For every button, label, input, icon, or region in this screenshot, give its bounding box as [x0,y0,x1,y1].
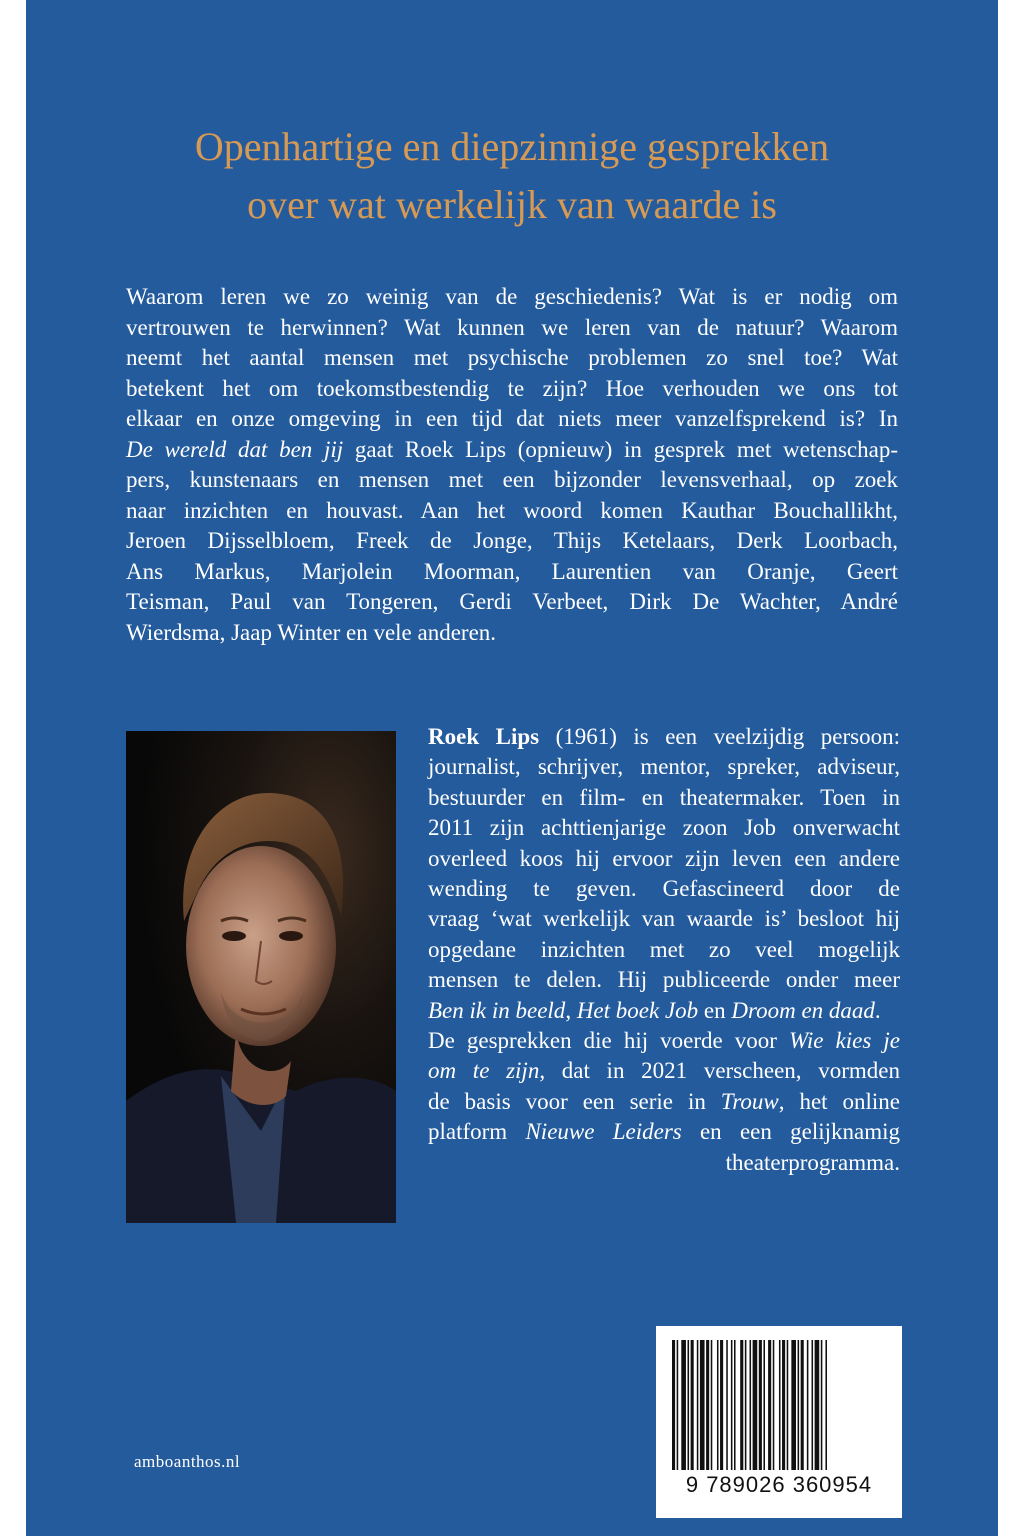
bio-line [428,1117,900,1147]
blurb-line: pers, kunstenaars en mensen met een bijzonder levensverhaal, op zoek [126,467,898,492]
barcode-bar [697,1340,699,1470]
barcode-bar [720,1340,723,1470]
blurb-line-text: gaat Roek Lips (opnieuw) in gesprek met wetenschap- [343,436,898,462]
bio-line: mensen te delen. Hij publiceerde onder meer [428,967,900,993]
bio-line: theaterprogramma. [725,1149,900,1175]
bio-line: vraag ‘wat werkelijk van waarde is’ besloot hij [428,906,900,932]
barcode-bar [773,1340,775,1470]
blurb-line: Ans Markus, Marjolein Moorman, Laurentien van Oranje, Geert [126,558,898,584]
bio-line: bestuurder en film- en theatermaker. Toen in [428,784,900,810]
isbn-barcode [656,1326,902,1518]
bio-line: wending te geven. Gefascineerd door de [428,876,900,902]
barcode-bar [812,1340,814,1470]
barcode-bar [745,1340,747,1470]
barcode-bar [688,1340,690,1470]
barcode-bar [711,1340,713,1470]
barcode-bar [734,1340,736,1470]
blurb-line: neemt het aantal mensen met psychische problemen zo snel toe? Wat [126,345,898,370]
blurb-line [126,435,898,466]
barcode-bar [691,1340,694,1470]
barcode-bar [782,1340,785,1470]
barcode-bar [815,1340,820,1470]
tagline-line-2: over wat werkelijk van waarde is [247,182,777,227]
blurb-line: Teisman, Paul van Tongeren, Gerdi Verbeet, Dirk De Wachter, André [126,589,898,614]
bio-line [428,1087,900,1117]
barcode-bar [825,1340,827,1470]
blurb [126,282,898,648]
bio-line: overleed koos hij ervoor zijn leven een andere [428,845,900,871]
barcode-bar [791,1340,796,1470]
blurb-line: betekent het om toekomstbestendig te zijn? Hoe verhouden we ons tot [126,375,898,401]
bio-line [428,1056,900,1086]
newspaper-title: Trouw [720,1088,779,1114]
bio-line [428,1026,900,1056]
barcode-bar [672,1340,675,1470]
barcode-bars [656,1326,902,1476]
bio-line-text: en een gelijknamig [681,1119,900,1145]
barcode-bar [801,1340,804,1470]
tagline [26,118,998,234]
bio-line-text: de basis voor een serie in [428,1088,721,1114]
author-name: Roek Lips [428,724,540,749]
barcode-bar [759,1340,762,1470]
bio-line [428,722,900,752]
barcode-bar [753,1340,758,1470]
bio-line-text: De gesprekken die hij voerde voor [428,1028,790,1054]
author-portrait [126,731,396,1223]
barcode-bar [807,1340,809,1470]
platform-title: Nieuwe Leiders [525,1119,682,1145]
author-photo [126,731,396,1223]
publisher-website: amboanthos.nl [134,1452,241,1471]
blurb-line: naar inzichten en houvast. Aan het woord komen Kauthar Bouchallikht, [126,497,898,523]
book-title: De wereld dat ben jij [126,436,344,462]
bio-line-text: , het online [778,1088,901,1114]
blurb-line: Jeroen Dijsselbloem, Freek de Jonge, Thijs Ketelaars, Derk Loorbach, [126,528,898,553]
blurb-line: Wierdsma, Jaap Winter en vele anderen. [126,619,497,645]
book-title: Het boek Job [576,997,699,1023]
blurb-line: elkaar en onze omgeving in een tijd dat niets meer vanzelfsprekend is? In [126,406,898,431]
blurb-line: Waarom leren we zo weinig van de geschiedenis? Wat is er nodig om [126,284,898,309]
barcode-bar [740,1340,743,1470]
bio-line-text: platform [428,1119,526,1145]
bio-line: Ben ik in beeld, Het boek Job en Droom en daad. [428,997,881,1023]
blurb-line: vertrouwen te herwinnen? Wat kunnen we leren van de natuur? Waarom [126,314,898,340]
barcode-bar [717,1340,719,1470]
bio-line: opgedane inzichten met zo veel mogelijk [428,936,900,962]
barcode-bar [706,1340,709,1470]
barcode-bar [677,1340,679,1470]
author-bio [428,722,900,1178]
tagline-line-1: Openhartige en diepzinnige gesprekken [194,124,830,169]
bio-line-text: , dat in 2021 verscheen, vormden [539,1058,900,1084]
barcode-bar [768,1340,771,1470]
barcode-bar [787,1340,789,1470]
barcode-bar [681,1340,686,1470]
barcode-bar [731,1340,733,1470]
book-title: om te zijn [428,1058,540,1084]
barcode-bar [779,1340,781,1470]
book-title: Droom en daad [731,997,875,1023]
bio-line: journalist, schrijver, mentor, spreker, adviseur, [428,754,900,780]
bio-line: 2011 zijn achttienjarige zoon Job onverwacht [428,815,900,841]
bio-line-text: (1961) is een veelzijdig persoon: [539,724,900,749]
book-back-cover [26,0,998,1536]
bio-line-text: en [698,997,732,1023]
barcode-bar [750,1340,752,1470]
barcode-bar [726,1340,728,1470]
barcode-bar [821,1340,823,1470]
barcode-bar [763,1340,765,1470]
book-title: Wie kies je [789,1028,900,1054]
barcode-bar [700,1340,705,1470]
isbn-number: 9 789026 360954 [685,1472,873,1497]
barcode-bar [798,1340,800,1470]
book-title: Ben ik in beeld [428,997,566,1023]
